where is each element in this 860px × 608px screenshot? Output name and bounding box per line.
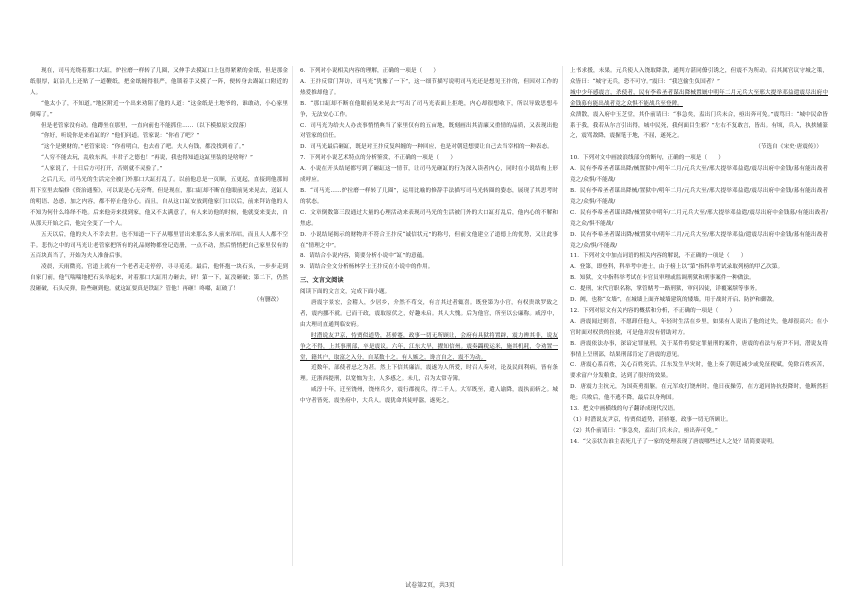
question-9: 9．请结合全文分析杨林学士王抃反在小说中的作用。 — [300, 264, 434, 271]
section-title: 三、文言文阅读 — [300, 277, 344, 285]
page-footer: 试卷第2页，共3页 — [405, 582, 455, 589]
question-14: 14．“父亲状告谁主表死几子了一家的处理表现了唐震哪些过人之处？请简要说明。 — [570, 438, 778, 445]
story-paragraph: 但是老管家没有动。他蹲坐在那里，一直向前也不能抓住……（以下模拟原文段落） — [41, 122, 250, 129]
q10-option-c: C．民有李希圣者谋出降/械置狱中明年/二月元兵大至/邢大提举邓益遣/震尽出府中金钱募/有能出战者/竟之众/惧不能战/ — [570, 209, 828, 227]
question-11: 11．下列对文中加点词语的相关内容的解说，不正确的一项是（ ） — [570, 253, 747, 260]
classical-paragraph: 唐震字景宏，会稽人，少居乡，介然不苟交，有言其过者辄喜。既登第为小官，有权贵欲罗致之者，震内挪不就。已而干政，震取原伏之，好趣未启。其人大愧。后为他官，所至以公廉称。咸淳中，由大理司直通判临安府。 — [300, 300, 558, 328]
story-paragraph: “他太小了，不知道。”地区附近一个出来劝阻了他的人道：“这金纸是土地爷的，谁敢动，小心家里倒霉了。” — [30, 100, 288, 118]
question-7: 7．下列对小说艺术特点的分析鉴赏，不正确的一项是（ ） — [300, 155, 456, 162]
questions-column-right — [570, 66, 828, 448]
q6-option-d: D．司马光最后砸缸，既是对王抃反复纠缠的一种回应，也是对朝廷想要让自己去当宰相的一种表态。 — [300, 144, 553, 151]
q11-option-c: C．提刑，宋代官职名称，掌管赌考一路刑狱，审问囚徒，详覆案牍等事务。 — [570, 286, 761, 293]
classical-paragraph: 上书求援，未果。元兵使人入饶取降款，通判方湛同僚引诱之，但震不为所动。召其属官议守城之策，众皆曰：“城守无兵，恐不可守。”震曰：“我岂偷生负国者？” — [570, 68, 828, 85]
story-source-note: （有删改） — [253, 297, 282, 304]
q6-option-a: A．王抃反常门拜访，司马光“犹豫了一下”，这一细节描写说明司马光还是想见王抃的，但因对工作的热爱推却他了。 — [300, 78, 558, 96]
q11-option-a: A．登第，即登科，科举考中进士，由于榜上以“第”指科举考试录取列榜的甲乙次第。 — [570, 264, 784, 271]
q12-option-a: A．唐震闻过则喜，不愿卸任他人，年轻时生活在乡里，如果有人说出了他的过失，他却很高兴；在小官时面对权贵的拉拢，可是他并没有借助对方。 — [570, 318, 828, 336]
q10-option-b: B．民有李希圣者谋出降械/置狱中/明年二月/元兵大至/邢大提举邓益遣/震尽出府中金钱/募有能出战者竟之/众惧/不能战/ — [570, 187, 828, 205]
q13-part-2: （2）其仆前请曰：“事急矣，盍出门兵未合，亟出奔可免。” — [570, 427, 718, 434]
q11-option-b: B．知狱，文中指科举考试在卡官员审理或监调刑狱和刑事案件一种做法。 — [570, 275, 755, 282]
q6-option-c: C．司马光为给夫人办丧事悄悄典当了家里仅有的五亩地，既刻画出其清廉又重情的品质，又表现出他对管家的信任。 — [300, 122, 558, 140]
classical-paragraph: 时潜说友尹京，恃贾似道势，甚骄蹇，政事一切无所顾让，会府有具狱将置辟，震力辨其非，说友争之不得，上其事刑部，卒是震议。六年，江东大旱，擢知信州。震奏蠲税运米，施其机耗，令劝置一堂，籍其户，取富之入分，自某数十之。有人嫉之，谗言自之，震不为动。 — [300, 332, 558, 361]
story-paragraph: 五天以后，他的夫人不幸去世。也不知道一下子从哪里冒出来那么多人前来吊唁，而且人人都不空手。悲伤之中的司马光让老管家把所有的礼品财物都登记造册，一点不动，然后悄悄把自己家里仅有的五百块真当了，开始为夫人准备后事。 — [30, 231, 288, 260]
q10-option-d: D．民有李希圣者谋出降/械置狱中/明年二月/元兵大至/邢大提举邓益/遣震尽出府中金钱/募有能出战者竟之/众/惧/不能战/ — [570, 231, 828, 249]
question-12: 12．下列对原文有关内容的概括和分析，不正确的一项是（ ） — [570, 307, 736, 314]
questions-column — [300, 66, 558, 407]
q7-option-c: C．文章倒数第三段通过大量的心理活动来表现司马光的生活被门外的大口缸打乱后，他内心的不解和焦虑。 — [300, 209, 558, 227]
question-13: 13．把文中画横线的句子翻译成现代汉语。 — [570, 406, 679, 413]
q7-option-a: A．小说在开头结尾都写到了砸缸这一情节，让司马光砸缸的行为深入读者内心，同时在小说结构上形成呼应。 — [300, 166, 558, 184]
question-10: 10．下列对文中画波浪线部分的断句，正确的一项是（ ） — [570, 155, 724, 162]
passage-source: （节选自《宋史·唐震传》） — [755, 144, 822, 151]
story-paragraph: 现在，司马光绕着那口大缸，炉拉磨一样转了几圈，又伸手去摸缸口上包得紧紧的金纸，但是那金纸很厚，缸沿儿上还贴了一道鞭纸，把金纸缠得很严，他锁着手又摸了一阵，便转身去踢缸口附近的人。 — [30, 68, 288, 96]
story-column — [30, 66, 288, 306]
story-paragraph: “你好，听说你是来看缸的？”他们问道。管家说：“你看了吧？” — [41, 133, 200, 140]
story-paragraph: 凌晨，天雨微亮，官道上就有一个老者走走停停，寻寻觅觅。最后，他怀抱一块石头，一步步走到自家门前，他气喘喘地把石头举起来，对着那口大缸用力砸去，砰！第一下，缸没砸破；第二下，仍然没砸破，石头反弹，险些砸到他。就这缸要真是铁缸？管他！再砸！咚嘟，缸破了！ — [30, 264, 288, 293]
classical-paragraph: 众溃散，震入府中玉芝堂，其仆前请曰：“事急矣，盍出门兵未合，亟出奔可免。”震骂曰：“城中民命皆系于我，我若从尔言引出得，城中民死，我何面目生邪？”左右不复敢言，皆出。有顷，兵入，执挟辅篆之，震骂敌降，震握笔于地，不屈，遂死之。 — [570, 111, 828, 140]
classical-paragraph: 咸淳十年，迁至饶州，饶州兵少，震行郡视兵，得二千人。大军既至，遣人谕降，震执而斩之。城中守者皆死，震坐府中，大兵人。震犹命其徒呼嚣，遂死之。 — [300, 387, 558, 405]
story-paragraph: “人家说了，十日后方可打开，否则就不灵验了。” — [41, 166, 163, 173]
classical-paragraph: 城中少年感震言，杀使者，民有李希圣者谋出降械置厩中明年二月元兵大至邢大提举邓益遣震尽出府中金钱募有能出战者竟之众惧不能战兵至登陴。 — [570, 89, 828, 107]
classical-paragraph: 近数年，部使者忌之为甚。然上下信其廉洁，震遂为人所爱，时召人奏对，论及民间利病，皆有条理。迁浙西提刑，以宽恤为主，人多感之。未几，召为太常寺簿。 — [300, 365, 558, 383]
story-paragraph: 之后几天，司马光的生活完全被门外那口大缸打乱了。以前他总是一页顺，五更起，直接到他那间用下室里去编修《资治通鉴》，可以说是心无旁骛。但是现在，那口缸却不断在他眼前晃来晃去，送缸人的明语、怂恿，加之内容，都不停止他分心。而且，自从这口缸安放到他家门口以后，前来拜访他的人不知为何什么络绎不绝。后来他旁来找到家，他又不太满意了，有人来访他的时候，他就变来变去，自从那天开始之后，他完全变了一个人。 — [30, 177, 288, 227]
column-divider — [292, 66, 293, 566]
section-instruction: 阅读下面的文言文，完成下面小题。 — [300, 289, 391, 296]
q6-option-b: B．“那口缸却不断在他眼前晃来晃去”写出了司马光表面上拒绝，内心却很想收下，所以导致思想斗争，无法安心工作。 — [300, 100, 558, 118]
question-6: 6．下列对小说相关内容的理解，正确的一项是（ ） — [300, 68, 440, 74]
q13-part-1: （1）时潜说友尹京，恃贾似道势，甚骄蹇，政事一切无所顾让。 — [570, 417, 732, 423]
q7-option-d: D．小说结尾揭示的财物并不符合王抃反“诚信状元”的称号，但前文他建立了道德上的优势，又让此事在“情理之中”。 — [300, 231, 558, 249]
q12-option-c: C．唐震心系百姓，关心百姓死活，江东发生旱灾时，他上奏了朝廷减少或免征税赋，免除百姓疾苦，要求富户分发粮食，达到了很好的效果。 — [570, 362, 828, 380]
q10-option-a: A．民有李希圣者谋出降/械置狱中/明年二月/元兵大至/邢大提举邓益遣/震尽出府中金钱/募有能出战者竟之/众惧/不能战/ — [570, 166, 828, 184]
question-8: 8．请结合小说内容，简要分析小说中“缸”的意蕴。 — [300, 253, 428, 260]
story-paragraph: “人穷不能去玩，乱收东西，丰君子之德也！”再说，我也得知道这缸里装的是啥呀？” — [41, 155, 253, 162]
column-divider — [562, 66, 563, 566]
q12-option-b: B．唐震依法办事，深谙定罪量刑，关于某件将要定罪量刑的案件，唐震的看法与府尹不同，潜说友将事情上呈刑部，结果刑部肯定了唐震的意见。 — [570, 340, 828, 358]
story-paragraph: “这个是聚财的。”老管家说：“你看明白，也去看了吧。夫人有钱，都没找到看了。” — [41, 144, 245, 151]
q7-option-b: B．“司马光……炉拉磨一样转了几圈”，运用比喻的修辞手法描写司马光转圈的姿态，展现了其思考时的状态。 — [300, 187, 558, 205]
q11-option-d: D．阙，也称“女墙”，在城墙上面齐城墙建筑的矮墙。用于战时开启、防护和御敌。 — [570, 297, 778, 304]
q12-option-d: D．唐震力主抗元，为国英勇捐躯。在元军攻打饶州时，他日夜操劳，在方道同协抗投降时，他断然拒绝；兵败后，他不逃不降，最后以身殉国。 — [570, 384, 828, 402]
